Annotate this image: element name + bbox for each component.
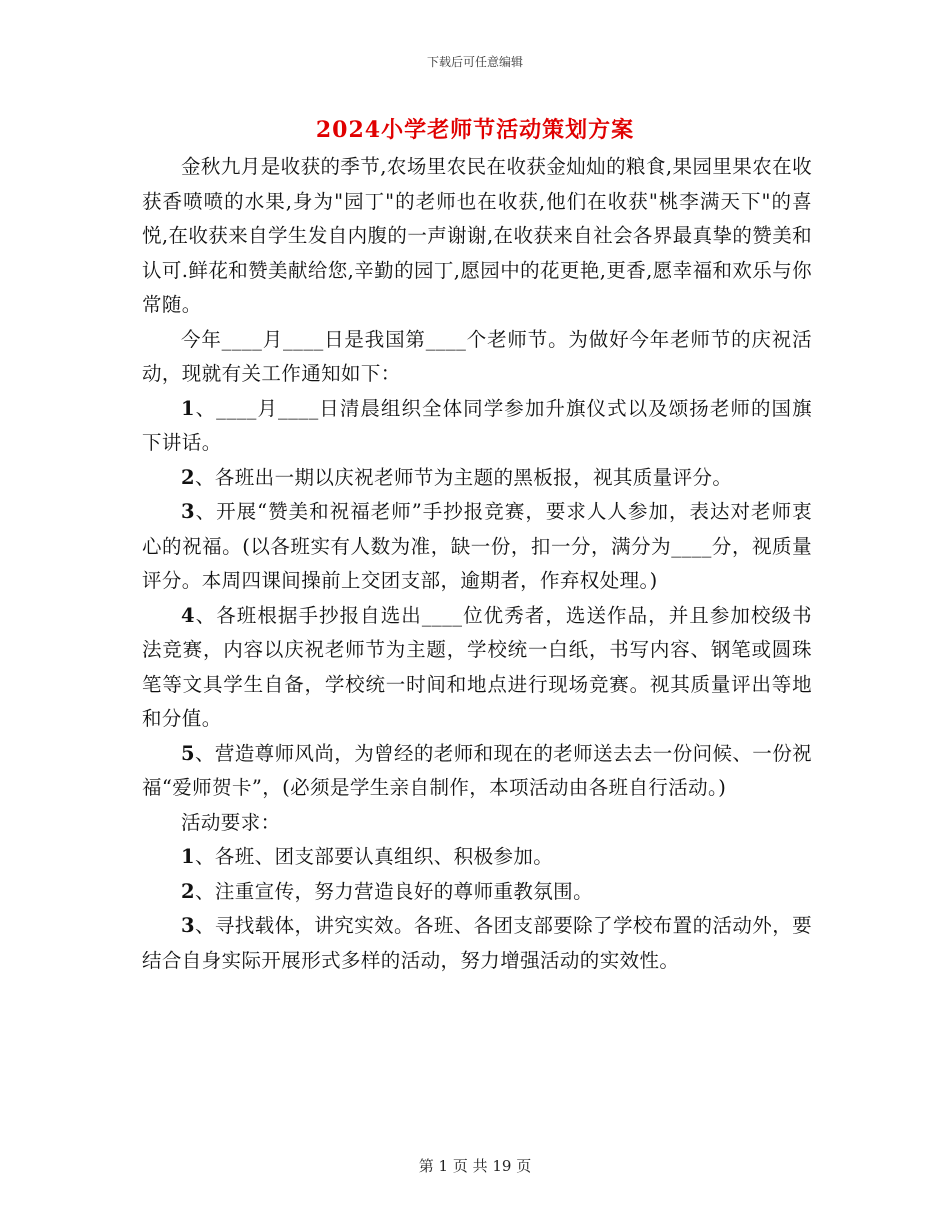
item-number: 1: [181, 396, 195, 420]
item-text: 、各班出一期以庆祝老师节为主题的黑板报，视其质量评分。: [194, 465, 733, 489]
item-3: [142, 495, 812, 599]
requirements-heading: 活动要求：: [181, 810, 281, 834]
requirement-text: 、注重宣传，努力营造良好的尊师重教氛围。: [194, 879, 593, 903]
item-text: 、开展“赞美和祝福老师”手抄报竞赛，要求人人参加，表达对老师衷心的祝福。(以各班实有人数为准，缺一份，扣一分，满分为____分，视质量评分。本周四课间操前上交团支部，逾期者，作弃权处理。): [142, 500, 812, 592]
requirement-number: 3: [181, 914, 195, 937]
item-text: 、营造尊师风尚，为曾经的老师和现在的老师送去去一份问候、一份祝福“爱师贺卡”，(必须是学生亲自制作，本项活动由各班自行活动。): [142, 741, 812, 799]
item-number: 5: [181, 741, 195, 765]
item-number: 2: [181, 465, 195, 489]
item-number: 3: [181, 500, 195, 523]
header-note: 下载后可任意编辑: [426, 55, 523, 69]
item-text: 、____月____日清晨组织全体同学参加升旗仪式以及颂扬老师的国旗下讲话。: [142, 396, 812, 454]
requirement-2: [142, 875, 812, 910]
document-body: [142, 150, 812, 978]
item-number: 4: [181, 603, 195, 627]
item-5: [142, 737, 812, 806]
item-4: [142, 599, 812, 737]
requirement-3: [142, 909, 812, 978]
requirement-number: 2: [181, 879, 195, 903]
document-title: 2024小学老师节活动策划方案: [315, 117, 635, 143]
requirement-number: 1: [181, 845, 195, 868]
requirement-text: 、寻找载体，讲究实效。各班、各团支部要除了学校布置的活动外，要结合自身实际开展形式多样的活动，努力增强活动的实效性。: [142, 914, 812, 972]
notice-paragraph: 今年____月____日是我国第____个老师节。为做好今年老师节的庆祝活动，现就有关工作通知如下：: [142, 327, 812, 385]
intro-paragraph: 金秋九月是收获的季节,农场里农民在收获金灿灿的粮食,果园里果农在收获香喷喷的水果,身为"园丁"的老师也在收获,他们在收获"桃李满天下"的喜悦,在收获来自学生发自内腹的一声谢谢,在收获来自社会各界最真挚的赞美和认可.鲜花和赞美献给您,辛勤的园丁,愿园中的花更艳,更香,愿幸福和欢乐与你常随。: [142, 155, 812, 316]
item-1: [142, 392, 812, 461]
page-number: 第 1 页 共 19 页: [418, 1157, 532, 1175]
requirement-text: 、各班、团支部要认真组织、积极参加。: [194, 845, 554, 868]
item-text: 、各班根据手抄报自选出____位优秀者，选送作品，并且参加校级书法竞赛，内容以庆祝老师节为主题，学校统一白纸，书写内容、钢笔或圆珠笔等文具学生自备，学校统一时间和地点进行现场竞赛。视其质量评出等地和分值。: [142, 603, 812, 730]
item-2: [142, 461, 812, 496]
requirement-1: [142, 840, 812, 875]
